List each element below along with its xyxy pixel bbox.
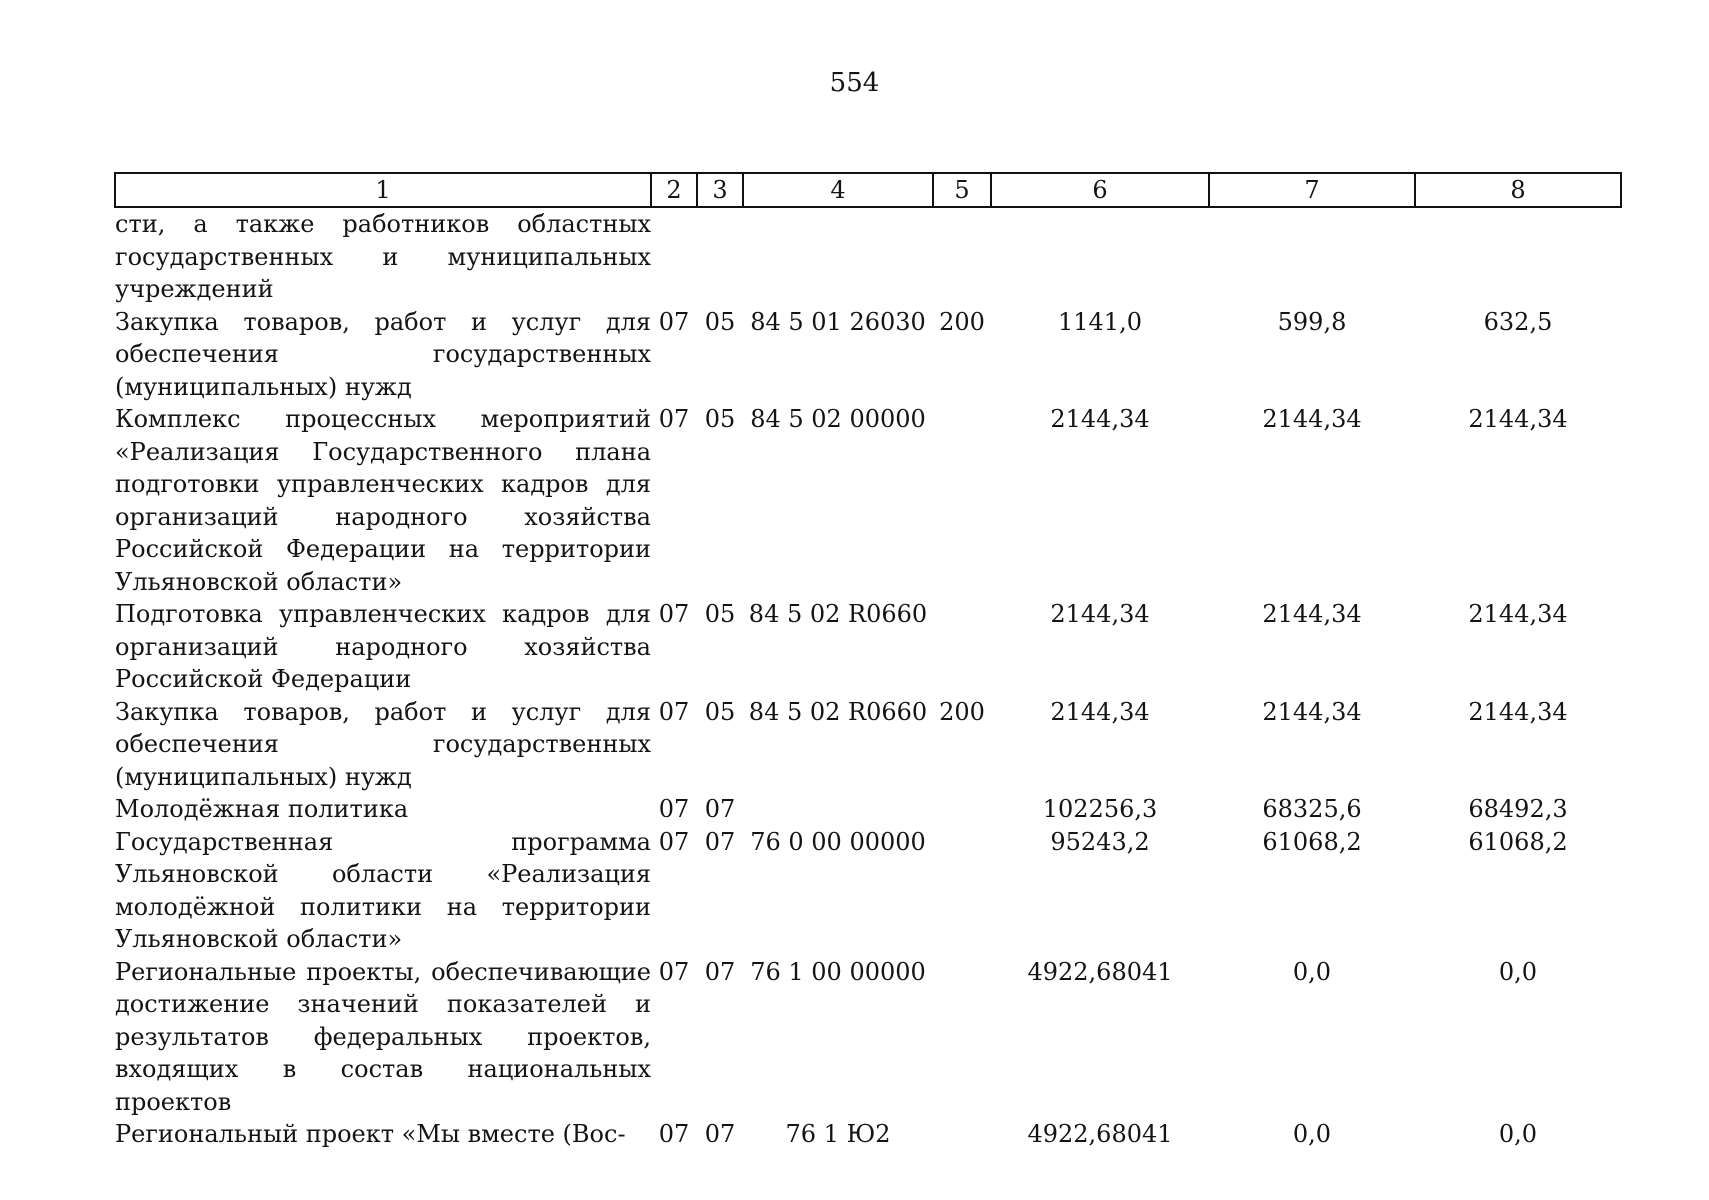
row-year1: 1141,0 [1058, 307, 1142, 336]
row-type [933, 826, 991, 956]
row-code: 76 1 00 00000 [750, 957, 926, 986]
row-year3: 2144,34 [1468, 697, 1568, 726]
row-type: 200 [939, 307, 985, 336]
row-section: 07 [658, 827, 690, 856]
row-type [933, 793, 991, 826]
row-section: 07 [658, 307, 690, 336]
table-row [115, 826, 1621, 956]
header-row [115, 173, 1621, 207]
table-row [115, 403, 1621, 598]
row-year2: 61068,2 [1262, 827, 1362, 856]
row-year2: 0,0 [1292, 957, 1332, 986]
row-code: 76 1 Ю2 [785, 1120, 891, 1148]
row-type [933, 1118, 991, 1151]
col-header-1: 1 [115, 173, 651, 207]
row-section: 07 [658, 795, 690, 823]
row-subsection: 07 [704, 827, 736, 856]
row-code: 84 5 02 R0660 [748, 600, 928, 628]
row-name: Региональные проекты, обеспечивающие достижение значений показателей и результатов федеральных проектов, входящих в состав национальных проектов [115, 957, 651, 1116]
col-header-8: 8 [1415, 173, 1621, 207]
row-name: Комплекс процессных мероприятий «Реализация Государственного плана подготовки управленческих кадров для организаций народного хозяйства Российской Федерации на территории Ульяновской области» [115, 405, 651, 596]
table-row [115, 306, 1621, 404]
table-row [115, 956, 1621, 1119]
row-year3: 2144,34 [1468, 405, 1568, 433]
row-subsection: 07 [704, 957, 736, 986]
row-year1: 2144,34 [1050, 697, 1150, 726]
table-row [115, 793, 1621, 826]
row-code: 76 0 00 00000 [750, 827, 926, 856]
row-subsection: 07 [704, 1120, 736, 1148]
row-code: 84 5 01 26030 [750, 307, 926, 336]
row-year1: 4922,68041 [1027, 957, 1173, 986]
table-row [115, 1118, 1621, 1151]
row-year3: 0,0 [1498, 1120, 1538, 1148]
row-year3: 632,5 [1483, 307, 1553, 336]
row-code [743, 793, 933, 826]
col-header-2: 2 [651, 173, 697, 207]
row-name: Региональный проект «Мы вместе (Вос- [115, 1120, 626, 1148]
row-subsection: 05 [704, 307, 736, 336]
row-section: 07 [658, 600, 690, 628]
row-subsection [697, 207, 743, 306]
row-year2: 68325,6 [1262, 795, 1362, 823]
row-name: Закупка товаров, работ и услуг для обеспечения государственных (муниципальных) нужд [115, 307, 651, 401]
row-year3: 0,0 [1498, 957, 1538, 986]
col-header-3: 3 [697, 173, 743, 207]
col-header-6: 6 [991, 173, 1209, 207]
row-year3 [1415, 207, 1621, 306]
row-type [933, 956, 991, 1119]
row-name: Закупка товаров, работ и услуг для обеспечения государственных (муниципальных) нужд [115, 697, 651, 791]
row-year3: 61068,2 [1468, 827, 1568, 856]
row-type [933, 598, 991, 696]
row-year2: 2144,34 [1262, 697, 1362, 726]
row-subsection: 05 [704, 697, 736, 726]
row-year1: 102256,3 [1042, 795, 1158, 823]
row-year2: 2144,34 [1262, 600, 1362, 628]
row-code: 84 5 02 00000 [750, 405, 926, 433]
row-year3: 68492,3 [1468, 795, 1568, 823]
row-year1: 4922,68041 [1027, 1120, 1173, 1148]
table-row [115, 598, 1621, 696]
row-code: 84 5 02 R0660 [748, 697, 928, 726]
row-section: 07 [658, 697, 690, 726]
table-row [115, 696, 1621, 794]
row-name: Подготовка управленческих кадров для организаций народного хозяйства Российской Федерации [115, 600, 651, 693]
row-subsection: 05 [704, 600, 736, 628]
row-year1: 2144,34 [1050, 600, 1150, 628]
row-type [933, 207, 991, 306]
row-year1: 2144,34 [1050, 405, 1150, 433]
row-year2 [1209, 207, 1415, 306]
row-section: 07 [658, 1120, 690, 1148]
row-year1: 95243,2 [1050, 827, 1150, 856]
row-type [933, 403, 991, 598]
col-header-7: 7 [1209, 173, 1415, 207]
row-name: Молодёжная политика [115, 795, 409, 823]
row-code [743, 207, 933, 306]
row-subsection: 07 [704, 795, 736, 823]
row-section: 07 [658, 405, 690, 433]
row-name: сти, а также работников областных государственных и муниципальных учреждений [115, 210, 651, 303]
budget-table [114, 172, 1622, 1151]
col-header-5: 5 [933, 173, 991, 207]
row-section [651, 207, 697, 306]
page-number: 554 [829, 68, 880, 98]
row-year1 [991, 207, 1209, 306]
table-row [115, 207, 1621, 306]
row-name: Государственная программа Ульяновской области «Реализация молодёжной политики на территории Ульяновской области» [115, 827, 651, 953]
row-year3: 2144,34 [1468, 600, 1568, 628]
row-year2: 599,8 [1277, 307, 1347, 336]
row-year2: 2144,34 [1262, 405, 1362, 433]
row-subsection: 05 [704, 405, 736, 433]
row-year2: 0,0 [1292, 1120, 1332, 1148]
row-type: 200 [939, 697, 985, 726]
row-section: 07 [658, 957, 690, 986]
col-header-4: 4 [743, 173, 933, 207]
